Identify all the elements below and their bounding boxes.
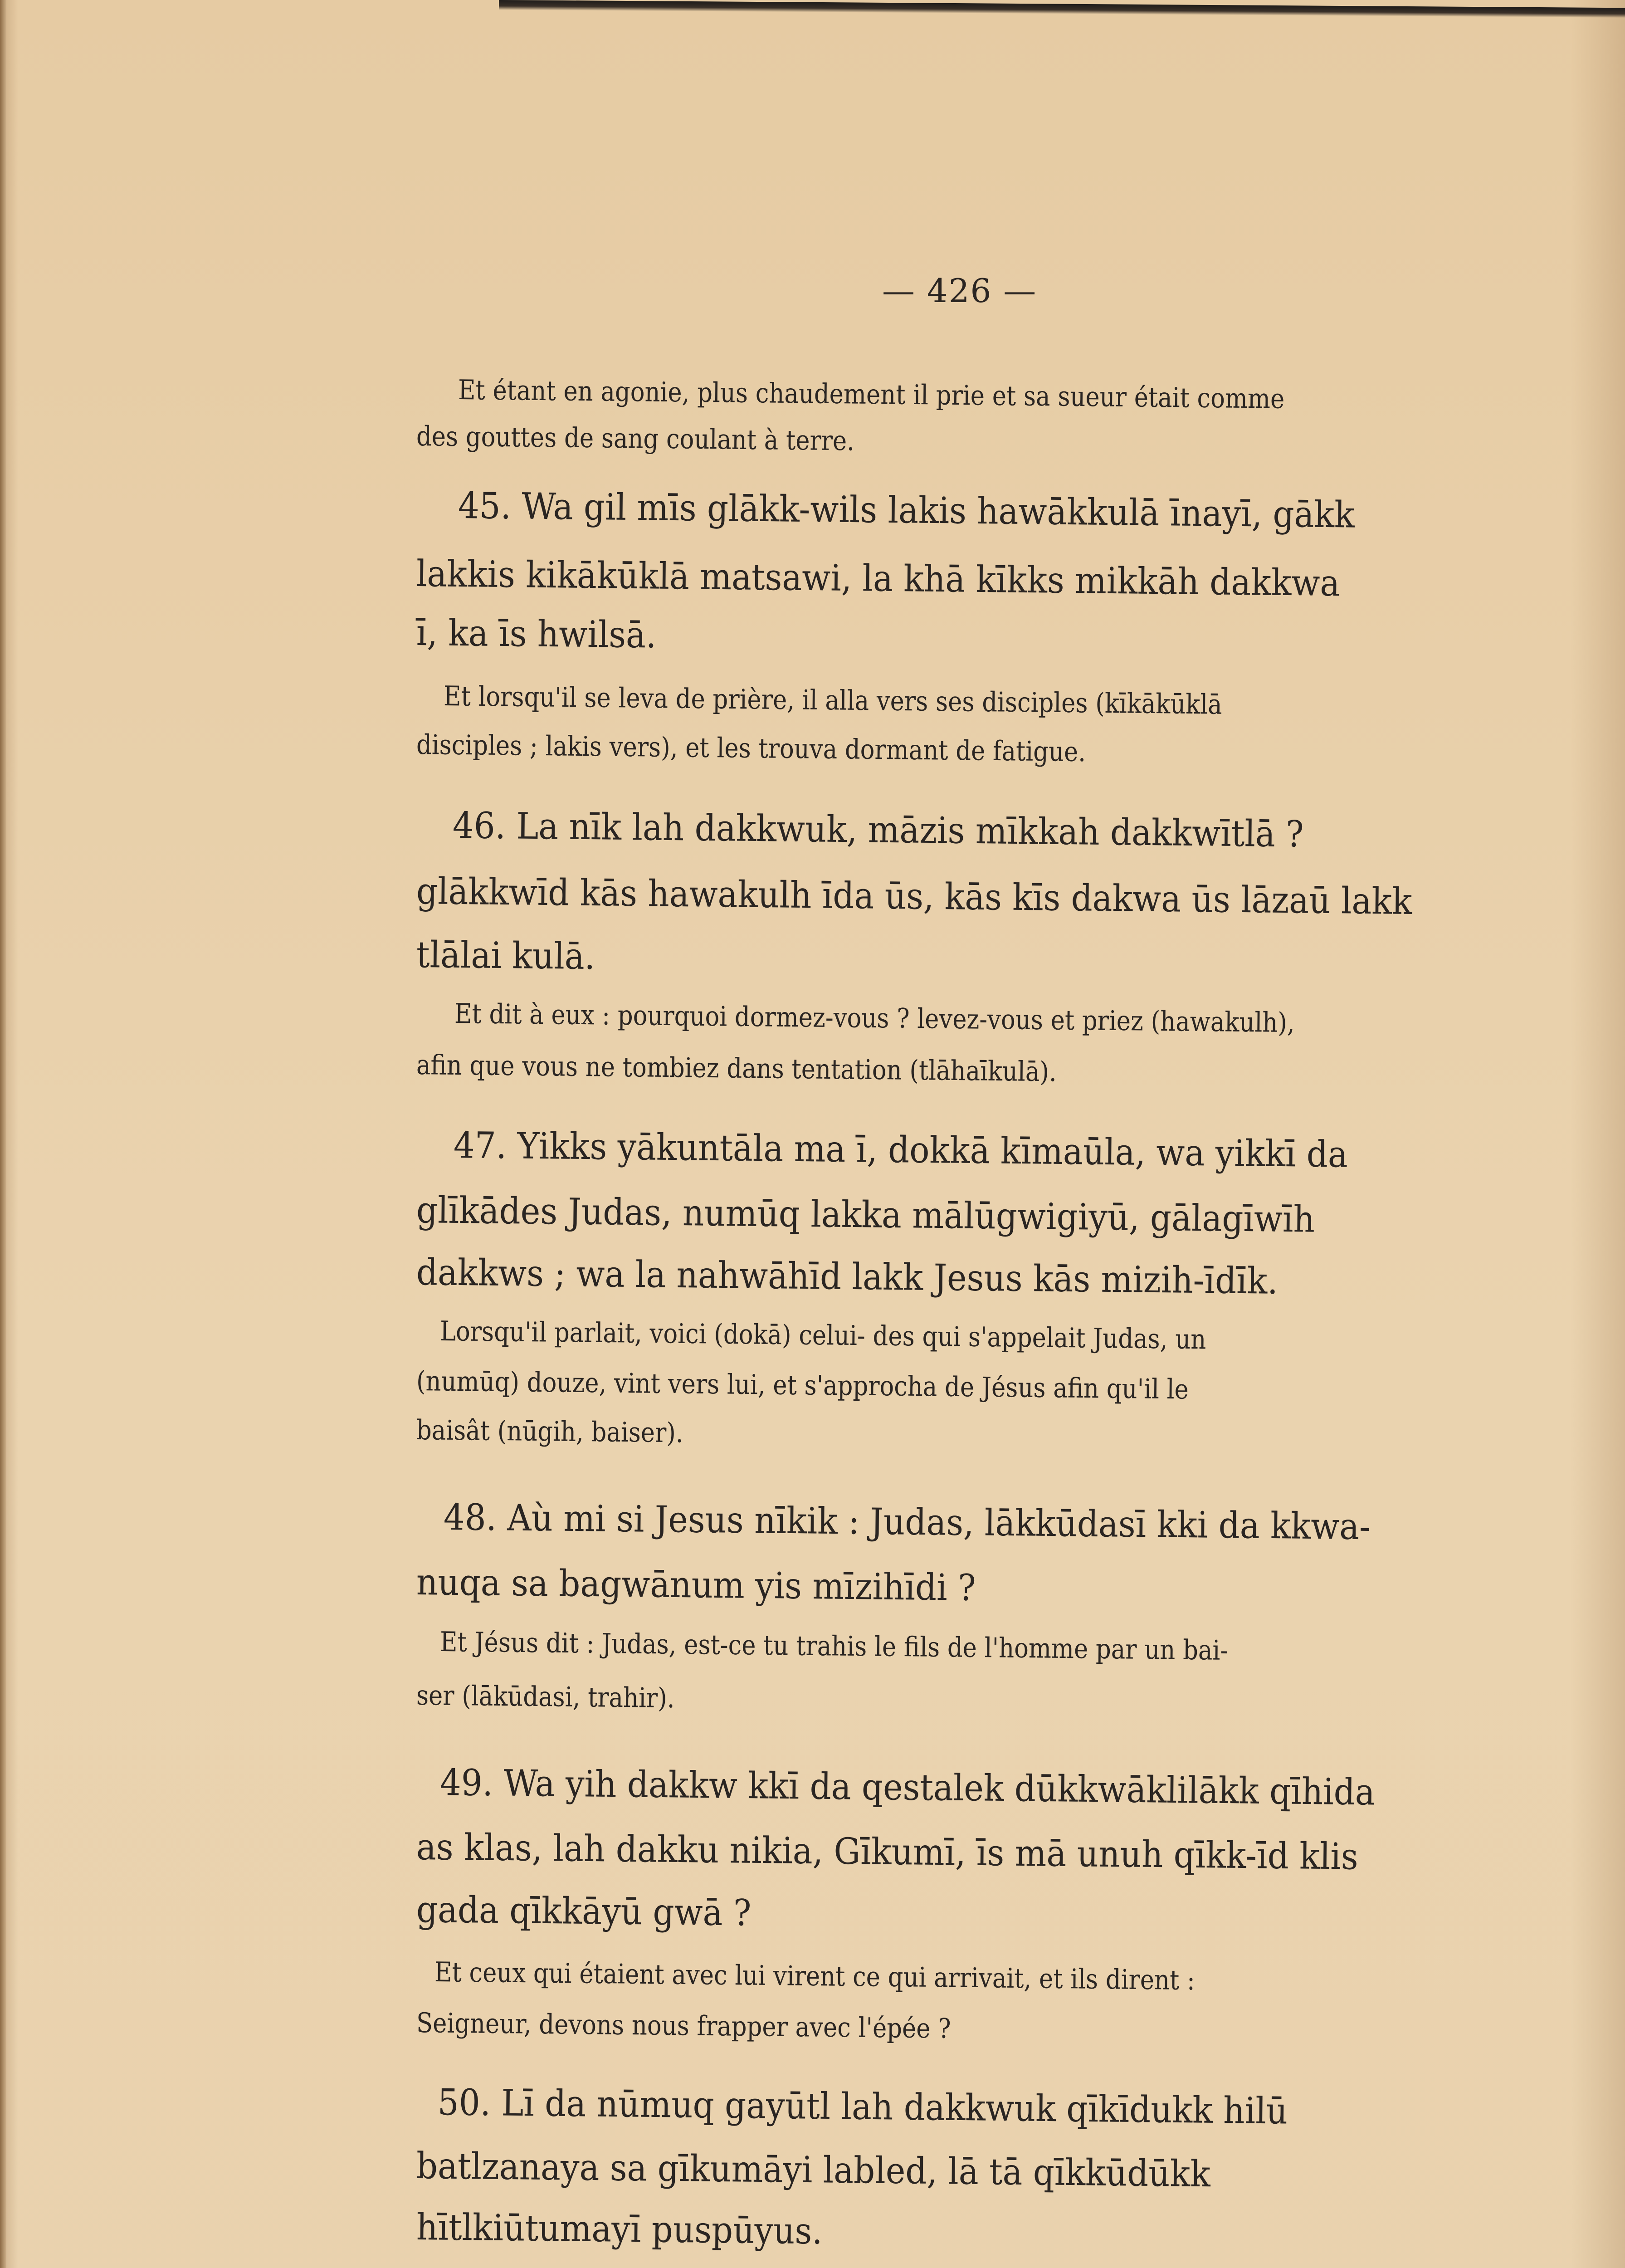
french-line: ser (lākūdasi, trahir). <box>416 1680 675 1715</box>
verse-line: 50. Lī da nūmuq gayūtl lah dakkwuk qīkīdukk hilū <box>437 2081 1288 2132</box>
french-line: Et lorsqu'il se leva de prière, il alla vers ses disciples (kīkākūklā <box>443 680 1222 721</box>
page-left-edge <box>0 0 6 2268</box>
verse-line: nuqa sa bagwānum yis mīzihīdi ? <box>416 1561 976 1609</box>
verse-line: 47. Yikks yākuntāla ma ī, dokkā kīmaūla, wa yikkī da <box>453 1124 1348 1176</box>
scan-top-shadow <box>499 0 1625 18</box>
french-line: Et Jésus dit : Judas, est-ce tu trahis le fils de l'homme par un bai- <box>439 1626 1229 1667</box>
french-line: Et ceux qui étaient avec lui virent ce qui arrivait, et ils dirent : <box>434 1956 1196 1997</box>
french-line: (numūq) douze, vint vers lui, et s'approcha de Jésus afin qu'il le <box>416 1365 1189 1406</box>
french-line: baisât (nūgih, baiser). <box>416 1414 684 1449</box>
french-line: des gouttes de sang coulant à terre. <box>416 420 855 457</box>
french-line: Seigneur, devons nous frapper avec l'épée ? <box>416 2007 951 2045</box>
verse-line: hītlkiūtumayī puspūyus. <box>416 2206 823 2253</box>
french-line: Et étant en agonie, plus chaudement il prie et sa sueur était comme <box>458 374 1285 415</box>
verse-line: 45. Wa gil mīs glākk-wils lakis hawākkulā īnayī, gākk <box>458 484 1355 536</box>
french-line: afin que vous ne tombiez dans tentation (tlāhaīkulā). <box>416 1049 1057 1088</box>
verse-line: as klas, lah dakku nikia, Gīkumī, īs mā unuh qīkk-īd klis <box>416 1826 1359 1878</box>
verse-line: gada qīkkāyū gwā ? <box>416 1888 752 1934</box>
french-line: Lorsqu'il parlait, voici (dokā) celui- des qui s'appelait Judas, un <box>439 1315 1206 1356</box>
french-line: disciples ; lakis vers), et les trouva dormant de fatigue. <box>416 729 1086 768</box>
verse-line: dakkws ; wa la nahwāhīd lakk Jesus kās mizih-īdīk. <box>416 1251 1279 1302</box>
verse-line: 48. Aù mi si Jesus nīkik : Judas, lākkūdasī kki da kkwa- <box>443 1496 1371 1548</box>
verse-line: glīkādes Judas, numūq lakka mālūgwigiyū, gālagīwīh <box>416 1189 1315 1241</box>
verse-line: batlzanaya sa gīkumāyi labled, lā tā qīkkūdūkk <box>416 2145 1211 2195</box>
french-line: Et dit à eux : pourquoi dormez-vous ? levez-vous et priez (hawakulh), <box>454 998 1295 1039</box>
verse-line: 46. La nīk lah dakkwuk, māzis mīkkah dakkwītlā ? <box>452 804 1304 855</box>
verse-line: 49. Wa yih dakkw kkī da qestalek dūkkwāklilākk qīhida <box>439 1761 1376 1813</box>
verse-line: tlālai kulā. <box>416 934 595 978</box>
verse-line: ī, ka īs hwilsā. <box>416 611 657 656</box>
page-number: — 426 — <box>882 272 1037 310</box>
verse-line: glākkwīd kās hawakulh īda ūs, kās kīs dakwa ūs lāzaū lakk <box>416 870 1412 923</box>
verse-line: lakkis kikākūklā matsawi, la khā kīkks mikkāh dakkwa <box>416 552 1340 605</box>
